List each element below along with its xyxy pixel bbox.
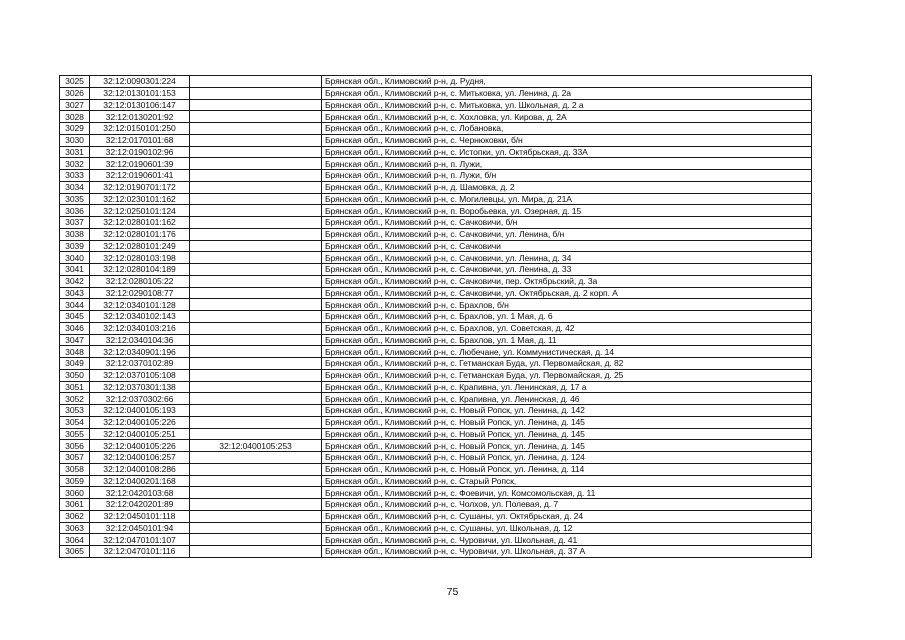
address-cell: Брянская обл., Климовский р-н, с. Фоевичи, ул. Комсомольская, д. 11 bbox=[322, 487, 812, 499]
cadastral-number-cell: 32:12:0400105:193 bbox=[90, 405, 190, 417]
cadastral-number-cell: 32:12:0470101:107 bbox=[90, 534, 190, 546]
table-row bbox=[60, 87, 812, 99]
related-cadastral-number-cell bbox=[190, 217, 322, 229]
row-number-cell: 3049 bbox=[60, 358, 90, 370]
cadastral-number-cell: 32:12:0340104:36 bbox=[90, 334, 190, 346]
table-row bbox=[60, 405, 812, 417]
row-number-cell: 3063 bbox=[60, 522, 90, 534]
related-cadastral-number-cell bbox=[190, 510, 322, 522]
related-cadastral-number-cell bbox=[190, 534, 322, 546]
table-row bbox=[60, 134, 812, 146]
related-cadastral-number-cell bbox=[190, 381, 322, 393]
table-row bbox=[60, 475, 812, 487]
cadastral-number-cell: 32:12:0370105:108 bbox=[90, 369, 190, 381]
address-cell: Брянская обл., Климовский р-н, с. Новый Ропск, ул. Ленина, д. 114 bbox=[322, 463, 812, 475]
cadastral-number-cell: 32:12:0190102:96 bbox=[90, 146, 190, 158]
table-row bbox=[60, 534, 812, 546]
row-number-cell: 3055 bbox=[60, 428, 90, 440]
row-number-cell: 3059 bbox=[60, 475, 90, 487]
row-number-cell: 3041 bbox=[60, 264, 90, 276]
related-cadastral-number-cell bbox=[190, 146, 322, 158]
address-cell: Брянская обл., Климовский р-н, п. Лужи, б/н bbox=[322, 170, 812, 182]
address-cell: Брянская обл., Климовский р-н, с. Чуровичи, ул. Школьная, д. 41 bbox=[322, 534, 812, 546]
table-row bbox=[60, 428, 812, 440]
table-row bbox=[60, 146, 812, 158]
row-number-cell: 3038 bbox=[60, 228, 90, 240]
address-cell: Брянская обл., Климовский р-н, с. Сушаны, ул. Октябрьская, д. 24 bbox=[322, 510, 812, 522]
row-number-cell: 3033 bbox=[60, 170, 90, 182]
cadastral-number-cell: 32:12:0280101:249 bbox=[90, 240, 190, 252]
row-number-cell: 3028 bbox=[60, 111, 90, 123]
related-cadastral-number-cell bbox=[190, 205, 322, 217]
row-number-cell: 3046 bbox=[60, 322, 90, 334]
table-row bbox=[60, 546, 812, 558]
row-number-cell: 3047 bbox=[60, 334, 90, 346]
address-cell: Брянская обл., Климовский р-н, с. Брахлов, ул. 1 Мая, д. 6 bbox=[322, 311, 812, 323]
row-number-cell: 3062 bbox=[60, 510, 90, 522]
row-number-cell: 3034 bbox=[60, 181, 90, 193]
address-cell: Брянская обл., Климовский р-н, с. Чернюковки, б/н bbox=[322, 134, 812, 146]
related-cadastral-number-cell bbox=[190, 405, 322, 417]
related-cadastral-number-cell: 32:12:0400105:253 bbox=[190, 440, 322, 452]
row-number-cell: 3031 bbox=[60, 146, 90, 158]
related-cadastral-number-cell bbox=[190, 134, 322, 146]
address-cell: Брянская обл., Климовский р-н, с. Гетманская Буда, ул. Первомайская, д. 25 bbox=[322, 369, 812, 381]
cadastral-number-cell: 32:12:0340102:143 bbox=[90, 311, 190, 323]
related-cadastral-number-cell bbox=[190, 487, 322, 499]
address-cell: Брянская обл., Климовский р-н, с. Сачковичи bbox=[322, 240, 812, 252]
table-row bbox=[60, 181, 812, 193]
cadastral-number-cell: 32:12:0130106:147 bbox=[90, 99, 190, 111]
table-row bbox=[60, 311, 812, 323]
address-cell: Брянская обл., Климовский р-н, с. Брахлов, б/н bbox=[322, 299, 812, 311]
cadastral-number-cell: 32:12:0190601:39 bbox=[90, 158, 190, 170]
cadastral-number-cell: 32:12:0400105:251 bbox=[90, 428, 190, 440]
cadastral-number-cell: 32:12:0340901:196 bbox=[90, 346, 190, 358]
address-cell: Брянская обл., Климовский р-н, с. Могилевцы, ул. Мира, д. 21А bbox=[322, 193, 812, 205]
address-cell: Брянская обл., Климовский р-н, с. Старый Ропск, bbox=[322, 475, 812, 487]
table-row bbox=[60, 358, 812, 370]
cadastral-number-cell: 32:12:0400108:286 bbox=[90, 463, 190, 475]
table-row bbox=[60, 252, 812, 264]
cadastral-number-cell: 32:12:0280101:162 bbox=[90, 217, 190, 229]
table-row bbox=[60, 346, 812, 358]
row-number-cell: 3032 bbox=[60, 158, 90, 170]
table-row bbox=[60, 111, 812, 123]
row-number-cell: 3035 bbox=[60, 193, 90, 205]
row-number-cell: 3044 bbox=[60, 299, 90, 311]
related-cadastral-number-cell bbox=[190, 428, 322, 440]
related-cadastral-number-cell bbox=[190, 452, 322, 464]
row-number-cell: 3043 bbox=[60, 287, 90, 299]
related-cadastral-number-cell bbox=[190, 393, 322, 405]
row-number-cell: 3042 bbox=[60, 275, 90, 287]
row-number-cell: 3037 bbox=[60, 217, 90, 229]
cadastral-number-cell: 32:12:0370102:89 bbox=[90, 358, 190, 370]
table-row bbox=[60, 499, 812, 511]
address-cell: Брянская обл., Климовский р-н, с. Сачковичи, б/н bbox=[322, 217, 812, 229]
table-row bbox=[60, 205, 812, 217]
table-row bbox=[60, 522, 812, 534]
cadastral-number-cell: 32:12:0420201:89 bbox=[90, 499, 190, 511]
related-cadastral-number-cell bbox=[190, 358, 322, 370]
address-cell: Брянская обл., Климовский р-н, д. Шамовка, д. 2 bbox=[322, 181, 812, 193]
table-row bbox=[60, 487, 812, 499]
related-cadastral-number-cell bbox=[190, 228, 322, 240]
table-row bbox=[60, 440, 812, 452]
related-cadastral-number-cell bbox=[190, 287, 322, 299]
cadastral-number-cell: 32:12:0280104:189 bbox=[90, 264, 190, 276]
address-cell: Брянская обл., Климовский р-н, с. Крапивна, ул. Ленинская, д. 17 а bbox=[322, 381, 812, 393]
related-cadastral-number-cell bbox=[190, 299, 322, 311]
row-number-cell: 3030 bbox=[60, 134, 90, 146]
table-row bbox=[60, 287, 812, 299]
address-cell: Брянская обл., Климовский р-н, п. Лужи, bbox=[322, 158, 812, 170]
cadastral-number-cell: 32:12:0130201:92 bbox=[90, 111, 190, 123]
related-cadastral-number-cell bbox=[190, 252, 322, 264]
address-cell: Брянская обл., Климовский р-н, с. Сачковичи, ул. Ленина, б/н bbox=[322, 228, 812, 240]
related-cadastral-number-cell bbox=[190, 170, 322, 182]
related-cadastral-number-cell bbox=[190, 322, 322, 334]
row-number-cell: 3060 bbox=[60, 487, 90, 499]
related-cadastral-number-cell bbox=[190, 463, 322, 475]
row-number-cell: 3040 bbox=[60, 252, 90, 264]
row-number-cell: 3025 bbox=[60, 76, 90, 88]
row-number-cell: 3026 bbox=[60, 87, 90, 99]
related-cadastral-number-cell bbox=[190, 193, 322, 205]
row-number-cell: 3029 bbox=[60, 123, 90, 135]
related-cadastral-number-cell bbox=[190, 334, 322, 346]
cadastral-number-cell: 32:12:0290108:77 bbox=[90, 287, 190, 299]
related-cadastral-number-cell bbox=[190, 475, 322, 487]
row-number-cell: 3064 bbox=[60, 534, 90, 546]
table-row bbox=[60, 275, 812, 287]
related-cadastral-number-cell bbox=[190, 264, 322, 276]
related-cadastral-number-cell bbox=[190, 181, 322, 193]
row-number-cell: 3054 bbox=[60, 416, 90, 428]
table-row bbox=[60, 334, 812, 346]
cadastral-number-cell: 32:12:0130101:153 bbox=[90, 87, 190, 99]
table-row bbox=[60, 264, 812, 276]
row-number-cell: 3036 bbox=[60, 205, 90, 217]
register-table-body bbox=[60, 76, 812, 558]
table-row bbox=[60, 452, 812, 464]
row-number-cell: 3065 bbox=[60, 546, 90, 558]
row-number-cell: 3050 bbox=[60, 369, 90, 381]
address-cell: Брянская обл., Климовский р-н, с. Новый Ропск, ул. Ленина, д. 145 bbox=[322, 416, 812, 428]
cadastral-number-cell: 32:12:0370302:66 bbox=[90, 393, 190, 405]
related-cadastral-number-cell bbox=[190, 546, 322, 558]
related-cadastral-number-cell bbox=[190, 499, 322, 511]
row-number-cell: 3056 bbox=[60, 440, 90, 452]
cadastral-number-cell: 32:12:0400105:226 bbox=[90, 440, 190, 452]
cadastral-number-cell: 32:12:0450101:94 bbox=[90, 522, 190, 534]
related-cadastral-number-cell bbox=[190, 158, 322, 170]
related-cadastral-number-cell bbox=[190, 522, 322, 534]
table-row bbox=[60, 463, 812, 475]
related-cadastral-number-cell bbox=[190, 123, 322, 135]
cadastral-number-cell: 32:12:0230101:162 bbox=[90, 193, 190, 205]
related-cadastral-number-cell bbox=[190, 311, 322, 323]
related-cadastral-number-cell bbox=[190, 240, 322, 252]
address-cell: Брянская обл., Климовский р-н, с. Сачковичи, пер. Октябрьский, д. 3а bbox=[322, 275, 812, 287]
cadastral-number-cell: 32:12:0280103:198 bbox=[90, 252, 190, 264]
address-cell: Брянская обл., Климовский р-н, с. Новый Ропск, ул. Ленина, д. 142 bbox=[322, 405, 812, 417]
cadastral-number-cell: 32:12:0280101:176 bbox=[90, 228, 190, 240]
cadastral-number-cell: 32:12:0090301:224 bbox=[90, 76, 190, 88]
related-cadastral-number-cell bbox=[190, 87, 322, 99]
cadastral-number-cell: 32:12:0450101:118 bbox=[90, 510, 190, 522]
table-row bbox=[60, 369, 812, 381]
address-cell: Брянская обл., Климовский р-н, д. Рудня, bbox=[322, 76, 812, 88]
property-register-table bbox=[59, 75, 812, 558]
address-cell: Брянская обл., Климовский р-н, с. Новый Ропск, ул. Ленина, д. 124 bbox=[322, 452, 812, 464]
row-number-cell: 3039 bbox=[60, 240, 90, 252]
address-cell: Брянская обл., Климовский р-н, с. Любечане, ул. Коммунистическая, д. 14 bbox=[322, 346, 812, 358]
address-cell: Брянская обл., Климовский р-н, с. Гетманская Буда, ул. Первомайская, д. 82 bbox=[322, 358, 812, 370]
cadastral-number-cell: 32:12:0340101:128 bbox=[90, 299, 190, 311]
related-cadastral-number-cell bbox=[190, 99, 322, 111]
table-row bbox=[60, 193, 812, 205]
address-cell: Брянская обл., Климовский р-н, с. Чуровичи, ул. Школьная, д. 37 А bbox=[322, 546, 812, 558]
address-cell: Брянская обл., Климовский р-н, с. Сушаны, ул. Школьная, д. 12 bbox=[322, 522, 812, 534]
cadastral-number-cell: 32:12:0420103:68 bbox=[90, 487, 190, 499]
row-number-cell: 3061 bbox=[60, 499, 90, 511]
row-number-cell: 3058 bbox=[60, 463, 90, 475]
cadastral-number-cell: 32:12:0340103:216 bbox=[90, 322, 190, 334]
table-row bbox=[60, 170, 812, 182]
row-number-cell: 3027 bbox=[60, 99, 90, 111]
row-number-cell: 3052 bbox=[60, 393, 90, 405]
cadastral-number-cell: 32:12:0470101:116 bbox=[90, 546, 190, 558]
address-cell: Брянская обл., Климовский р-н, с. Лобановка, bbox=[322, 123, 812, 135]
address-cell: Брянская обл., Климовский р-н, с. Брахлов, ул. 1 Мая, д. 11 bbox=[322, 334, 812, 346]
page-number: 75 bbox=[446, 586, 459, 598]
cadastral-number-cell: 32:12:0280105:22 bbox=[90, 275, 190, 287]
row-number-cell: 3057 bbox=[60, 452, 90, 464]
address-cell: Брянская обл., Климовский р-н, с. Сачковичи, ул. Октябрьская, д. 2 корп. А bbox=[322, 287, 812, 299]
table-row bbox=[60, 381, 812, 393]
table-row bbox=[60, 510, 812, 522]
cadastral-number-cell: 32:12:0170101:68 bbox=[90, 134, 190, 146]
related-cadastral-number-cell bbox=[190, 76, 322, 88]
cadastral-number-cell: 32:12:0150101:250 bbox=[90, 123, 190, 135]
row-number-cell: 3053 bbox=[60, 405, 90, 417]
table-row bbox=[60, 99, 812, 111]
cadastral-number-cell: 32:12:0250101:124 bbox=[90, 205, 190, 217]
table-row bbox=[60, 76, 812, 88]
cadastral-number-cell: 32:12:0370301:138 bbox=[90, 381, 190, 393]
related-cadastral-number-cell bbox=[190, 111, 322, 123]
address-cell: Брянская обл., Климовский р-н, с. Сачковичи, ул. Ленина, д. 33 bbox=[322, 264, 812, 276]
address-cell: Брянская обл., Климовский р-н, с. Хохловка, ул. Кирова, д. 2А bbox=[322, 111, 812, 123]
table-row bbox=[60, 416, 812, 428]
address-cell: Брянская обл., Климовский р-н, с. Новый Ропск, ул. Ленина, д. 145 bbox=[322, 428, 812, 440]
address-cell: Брянская обл., Климовский р-н, с. Новый Ропск, ул. Ленина, д. 145 bbox=[322, 440, 812, 452]
related-cadastral-number-cell bbox=[190, 369, 322, 381]
row-number-cell: 3051 bbox=[60, 381, 90, 393]
row-number-cell: 3045 bbox=[60, 311, 90, 323]
address-cell: Брянская обл., Климовский р-н, с. Митьковка, ул. Школьная, д. 2 а bbox=[322, 99, 812, 111]
address-cell: Брянская обл., Климовский р-н, с. Сачковичи, ул. Ленина, д. 34 bbox=[322, 252, 812, 264]
related-cadastral-number-cell bbox=[190, 275, 322, 287]
cadastral-number-cell: 32:12:0190601:41 bbox=[90, 170, 190, 182]
table-row bbox=[60, 217, 812, 229]
table-row bbox=[60, 158, 812, 170]
address-cell: Брянская обл., Климовский р-н, с. Истопки, ул. Октябрьская, д. 33А bbox=[322, 146, 812, 158]
cadastral-number-cell: 32:12:0400201:168 bbox=[90, 475, 190, 487]
address-cell: Брянская обл., Климовский р-н, п. Воробьевка, ул. Озерная, д. 15 bbox=[322, 205, 812, 217]
table-row bbox=[60, 123, 812, 135]
table-row bbox=[60, 228, 812, 240]
table-row bbox=[60, 393, 812, 405]
cadastral-number-cell: 32:12:0190701:172 bbox=[90, 181, 190, 193]
table-row bbox=[60, 299, 812, 311]
row-number-cell: 3048 bbox=[60, 346, 90, 358]
related-cadastral-number-cell bbox=[190, 346, 322, 358]
related-cadastral-number-cell bbox=[190, 416, 322, 428]
cadastral-number-cell: 32:12:0400105:226 bbox=[90, 416, 190, 428]
cadastral-number-cell: 32:12:0400106:257 bbox=[90, 452, 190, 464]
address-cell: Брянская обл., Климовский р-н, с. Крапивна, ул. Ленинская, д. 46 bbox=[322, 393, 812, 405]
address-cell: Брянская обл., Климовский р-н, с. Митьковка, ул. Ленина, д. 2а bbox=[322, 87, 812, 99]
table-row bbox=[60, 322, 812, 334]
address-cell: Брянская обл., Климовский р-н, с. Брахлов, ул. Советская, д. 42 bbox=[322, 322, 812, 334]
address-cell: Брянская обл., Климовский р-н, с. Чолхов, ул. Полевая, д. 7 bbox=[322, 499, 812, 511]
table-row bbox=[60, 240, 812, 252]
